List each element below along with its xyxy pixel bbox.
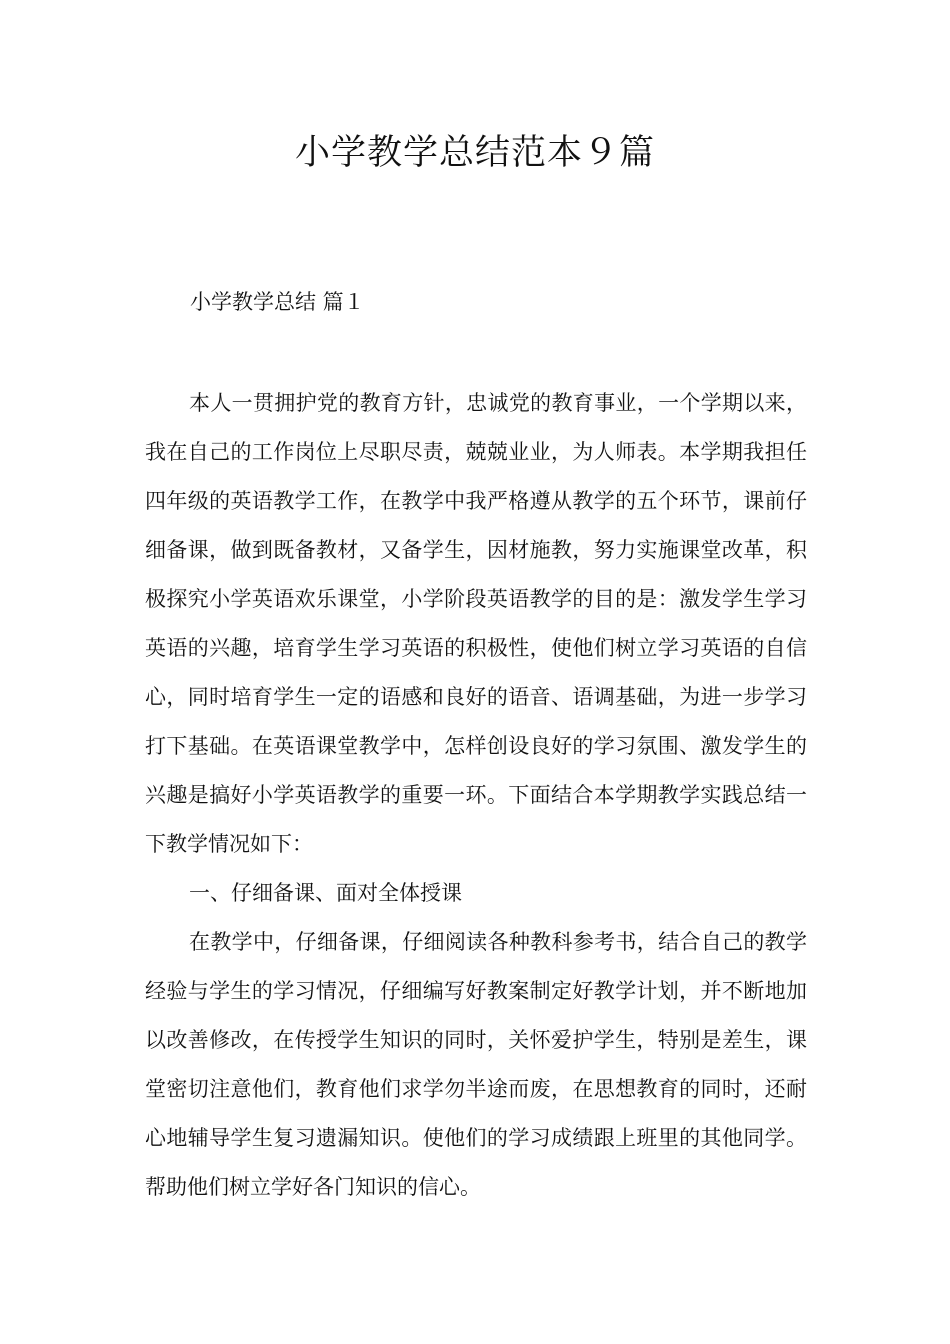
document-body: [145, 379, 807, 1212]
paragraph-intro: 本人一贯拥护党的教育方针，忠诚党的教育事业，一个学期以来，我在自己的工作岗位上尽职尽责，兢兢业业，为人师表。本学期我担任四年级的英语教学工作，在教学中我严格遵从教学的五个环节，课前仔细备课，做到既备教材，又备学生，因材施教，努力实施课堂改革，积极探究小学英语欢乐课堂，小学阶段英语教学的目的是：激发学生学习英语的兴趣，培育学生学习英语的积极性，使他们树立学习英语的自信心，同时培育学生一定的语感和良好的语音、语调基础，为进一步学习打下基础。在英语课堂教学中，怎样创设良好的学习氛围、激发学生的兴趣是搞好小学英语教学的重要一环。下面结合本学期教学实践总结一下教学情况如下：: [145, 391, 807, 856]
paragraph-prepare-lessons: 在教学中，仔细备课，仔细阅读各种教科参考书，结合自己的教学经验与学生的学习情况，仔细编写好教案制定好教学计划，并不断地加以改善修改，在传授学生知识的同时，关怀爱护学生，特别是差生，课堂密切注意他们，教育他们求学勿半途而废，在思想教育的同时，还耐心地辅导学生复习遗漏知识。使他们的学习成绩跟上班里的其他同学。帮助他们树立学好各门知识的信心。: [145, 930, 807, 1199]
document-title: 小学教学总结范本９篇: [294, 133, 655, 173]
section-heading: 小学教学总结 篇１: [190, 290, 365, 314]
subheading-prepare-lessons: 一、仔细备课、面对全体授课: [189, 881, 462, 905]
